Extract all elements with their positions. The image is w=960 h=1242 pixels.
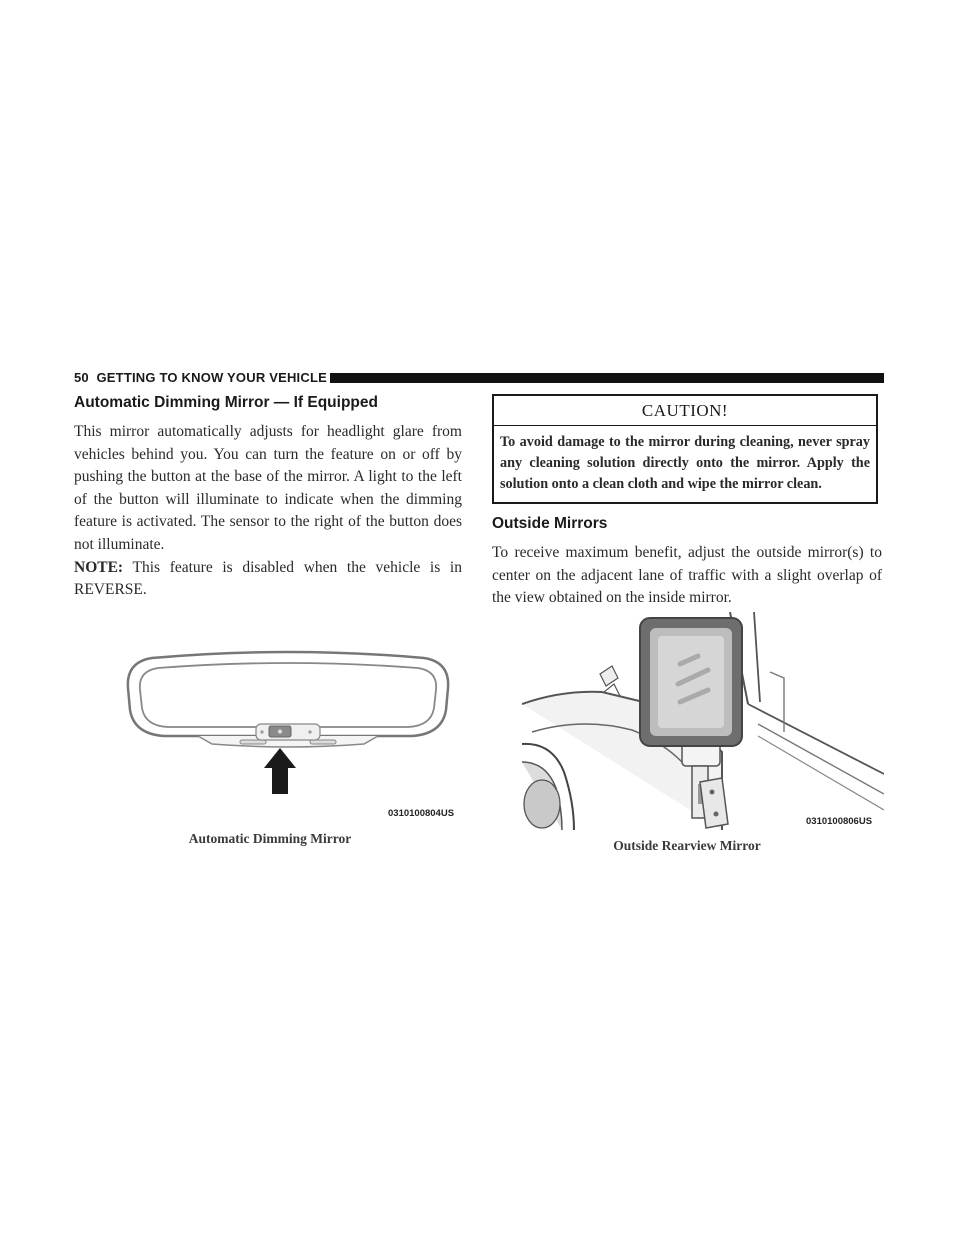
dimming-mirror-paragraph: This mirror automatically adjusts for headlight glare from vehicles behind you. You can turn the feature on or off by pushing the button at the base of the mirror. A light to the left of the button will illuminate to indicate when the dimming feature is activated. The sensor to the right of the button does not illuminate. bbox=[74, 423, 462, 553]
left-column bbox=[74, 393, 462, 602]
caution-text: To avoid damage to the mirror during cleaning, never spray any cleaning solution directly onto the mirror. Apply the solution onto a clean cloth and wipe the mirror clean. bbox=[500, 434, 870, 492]
dimming-mirror-caption: Automatic Dimming Mirror bbox=[188, 831, 352, 846]
header-rule bbox=[330, 373, 884, 383]
figure-code-right: 0310100806US bbox=[806, 816, 873, 827]
page-header bbox=[74, 370, 884, 386]
page-number: 50 bbox=[74, 370, 89, 385]
outside-mirrors-heading: Outside Mirrors bbox=[492, 515, 608, 532]
dimming-mirror-figure bbox=[112, 648, 464, 828]
section-title: GETTING TO KNOW YOUR VEHICLE bbox=[96, 370, 327, 385]
dimming-mirror-illustration bbox=[112, 648, 464, 828]
dimming-mirror-heading: Automatic Dimming Mirror — If Equipped bbox=[74, 394, 378, 411]
outside-mirror-caption: Outside Rearview Mirror bbox=[613, 838, 761, 853]
caution-box bbox=[492, 394, 878, 504]
right-column bbox=[492, 394, 882, 610]
page-header-text bbox=[74, 370, 327, 386]
outside-mirror-figure bbox=[522, 612, 884, 830]
note-text: This feature is disabled when the vehicle is in REVERSE. bbox=[74, 558, 462, 599]
outside-mirror-illustration bbox=[522, 612, 884, 830]
note-paragraph bbox=[74, 557, 462, 602]
outside-mirrors-paragraph: To receive maximum benefit, adjust the outside mirror(s) to center on the adjacent lane of traffic with a slight overlap of the view obtained on the inside mirror. bbox=[492, 544, 882, 607]
caution-title: CAUTION! bbox=[494, 396, 876, 426]
figure-code-left: 0310100804US bbox=[388, 808, 455, 819]
note-label: NOTE: bbox=[74, 558, 124, 576]
